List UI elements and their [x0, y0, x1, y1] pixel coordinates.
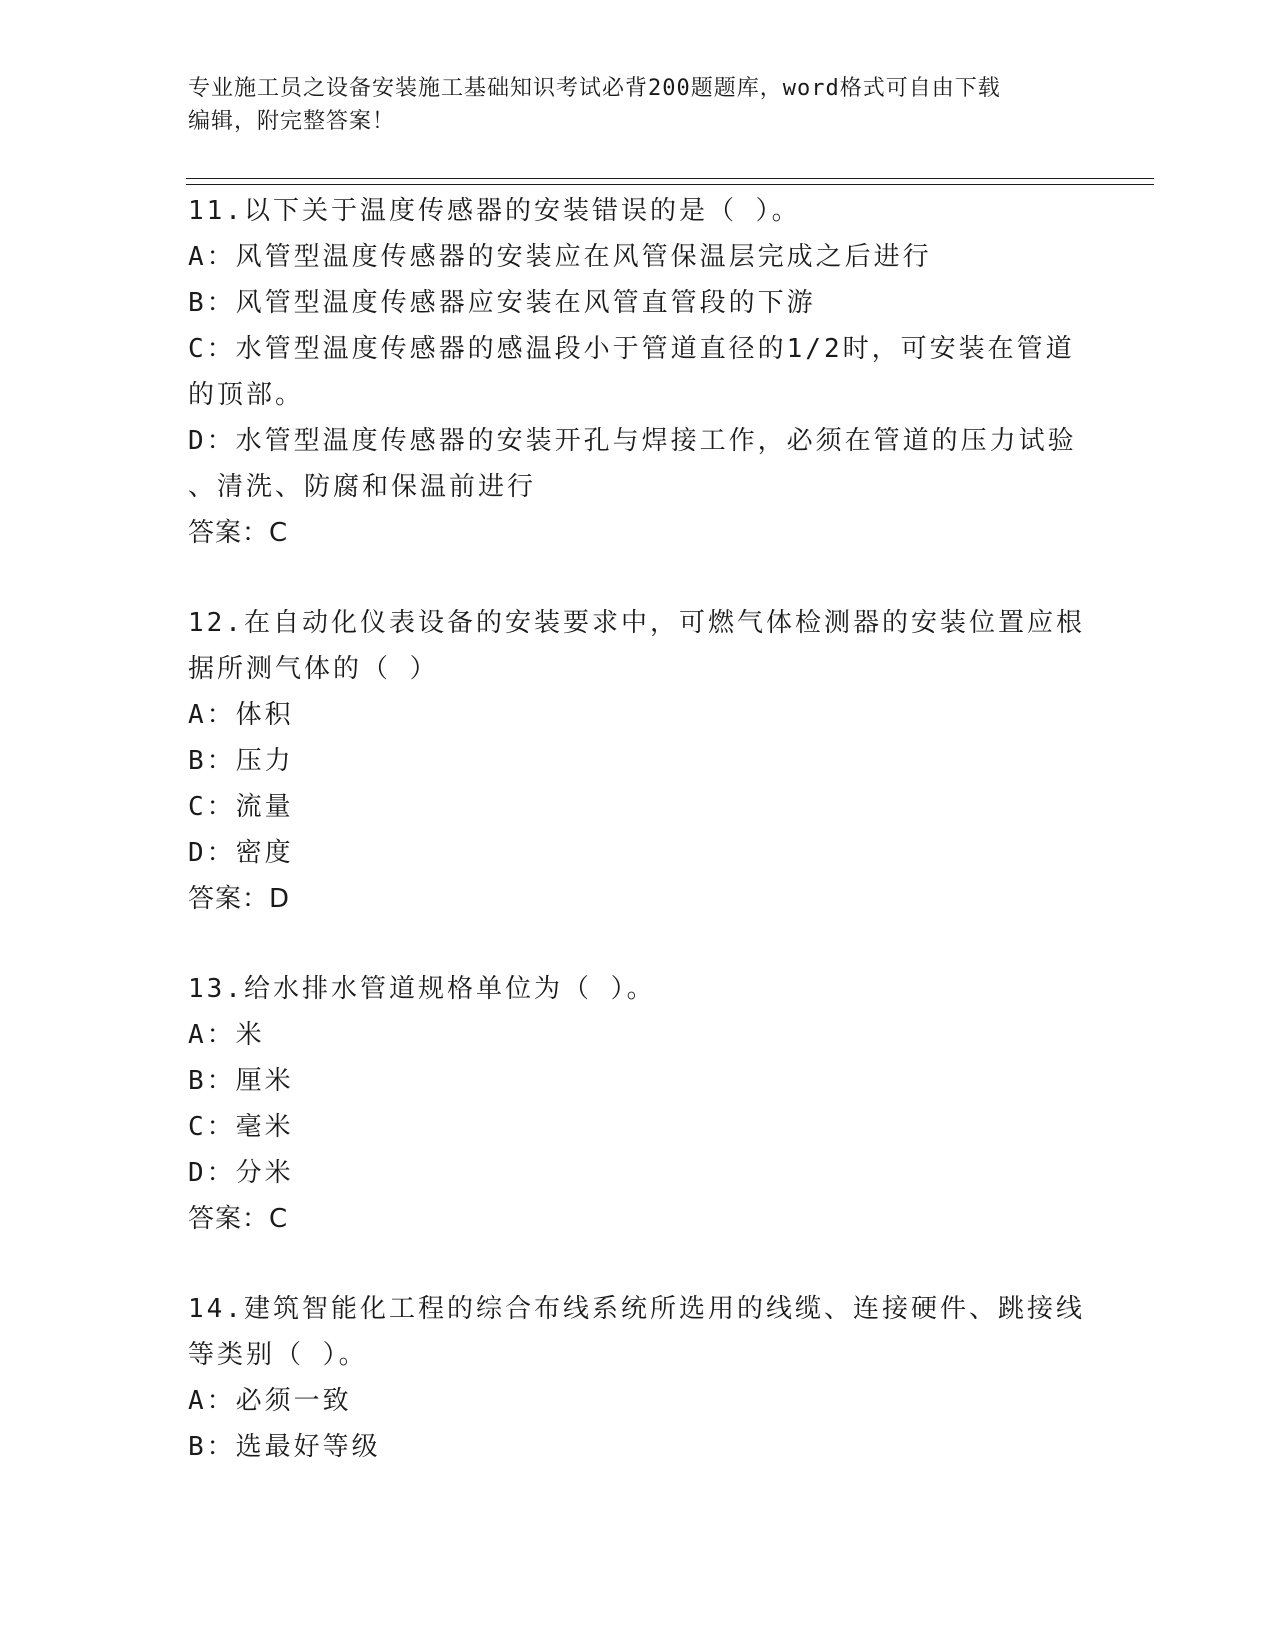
document-header: [188, 72, 1068, 138]
option-b: B：压力: [188, 746, 294, 776]
option-c-continued: 的顶部。: [188, 380, 305, 410]
option-a: A：体积: [188, 700, 294, 730]
option-d: D：密度: [188, 838, 294, 868]
option-c: C：毫米: [188, 1112, 294, 1142]
answer-line: 答案：C: [188, 1204, 289, 1234]
option-a: A：必须一致: [188, 1386, 352, 1416]
question-stem: 11.以下关于温度传感器的安装错误的是（ ）。: [188, 196, 801, 226]
header-line-2: 编辑，附完整答案！: [188, 109, 396, 134]
question-list: [188, 188, 1088, 1470]
option-b: B：厘米: [188, 1066, 294, 1096]
option-c: C：水管型温度传感器的感温段小于管道直径的1/2时，可安装在管道: [188, 334, 1075, 364]
option-b: B：选最好等级: [188, 1432, 381, 1462]
answer-line: 答案：C: [188, 518, 289, 548]
question-stem-continued: 等类别（ ）。: [188, 1340, 368, 1370]
header-line-1: 专业施工员之设备安装施工基础知识考试必背200题题库，word格式可自由下载: [188, 76, 1001, 101]
question-block: [188, 966, 1088, 1242]
question-stem: 13.给水排水管道规格单位为（ ）。: [188, 974, 656, 1004]
option-c: C：流量: [188, 792, 294, 822]
option-b: B：风管型温度传感器应安装在风管直管段的下游: [188, 288, 816, 318]
option-d: D：水管型温度传感器的安装开孔与焊接工作，必须在管道的压力试验: [188, 426, 1077, 456]
question-block: [188, 188, 1088, 556]
option-d-continued: 、清洗、防腐和保温前进行: [188, 472, 537, 502]
option-d: D：分米: [188, 1158, 294, 1188]
question-block: [188, 1286, 1088, 1470]
question-spacer: [188, 922, 1088, 966]
option-a: A：米: [188, 1020, 265, 1050]
question-stem: 14.建筑智能化工程的综合布线系统所选用的线缆、连接硬件、跳接线: [188, 1294, 1085, 1324]
question-stem: 12.在自动化仪表设备的安装要求中，可燃气体检测器的安装位置应根: [188, 608, 1085, 638]
question-stem-continued: 据所测气体的（ ）: [188, 654, 439, 684]
option-a: A：风管型温度传感器的安装应在风管保温层完成之后进行: [188, 242, 932, 272]
question-spacer: [188, 556, 1088, 600]
header-divider-bottom: [186, 184, 1154, 185]
question-spacer: [188, 1242, 1088, 1286]
answer-line: 答案：D: [188, 884, 291, 914]
question-block: [188, 600, 1088, 922]
header-divider-top: [186, 178, 1154, 179]
